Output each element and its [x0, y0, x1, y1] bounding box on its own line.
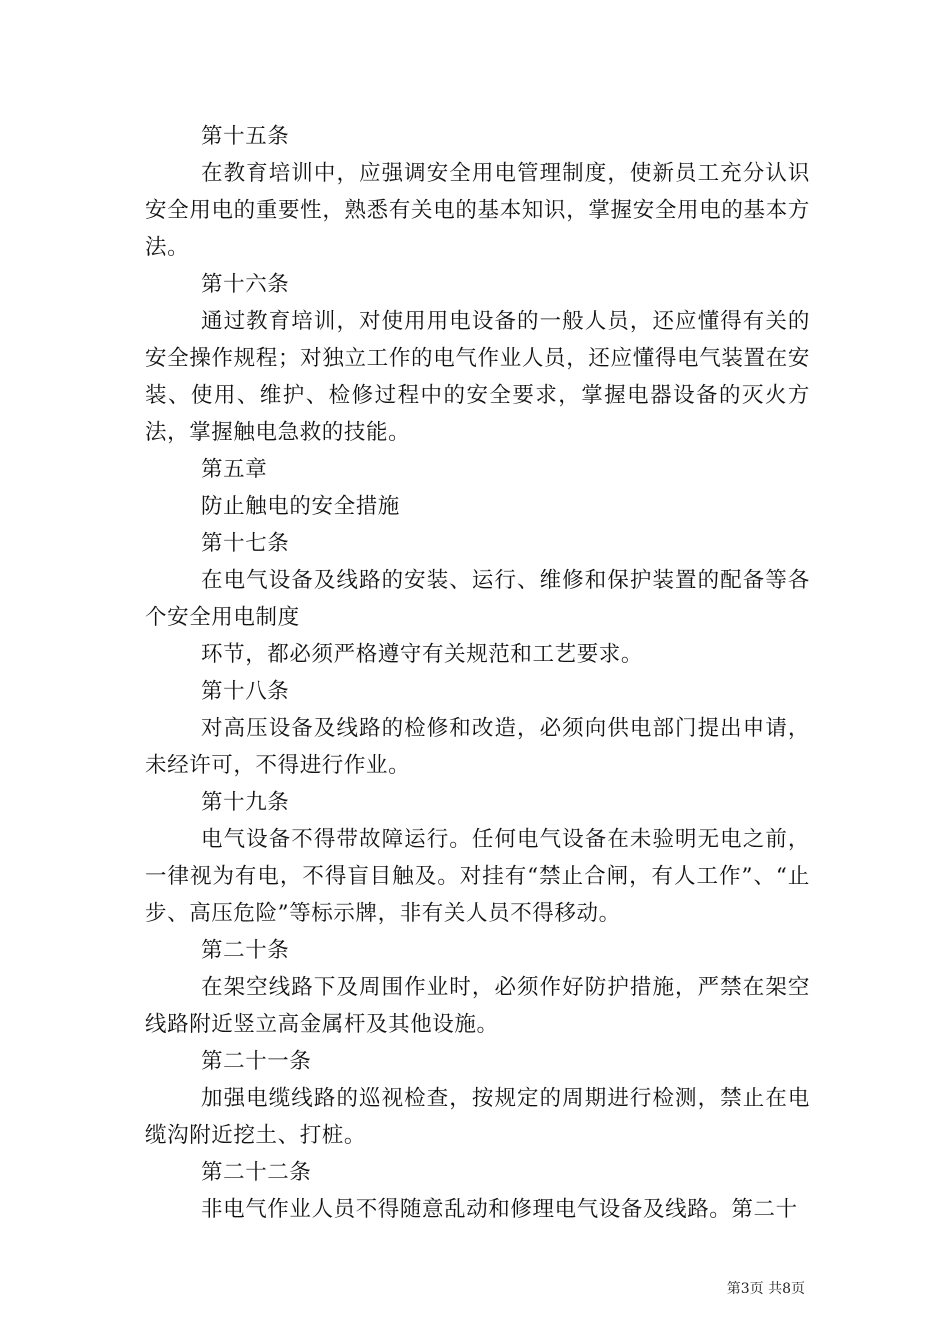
paragraph-article-18-body: 对高压设备及线路的检修和改造，必须向供电部门提出申请，未经许可，不得进行作业。	[145, 716, 810, 778]
paragraph-article-22-body: 非电气作业人员不得随意乱动和修理电气设备及线路。第二十	[201, 1197, 798, 1222]
page-suffix: 页	[791, 1281, 805, 1297]
paragraph-article-19-heading: 第十九条	[201, 790, 290, 815]
paragraph-article-19-body: 电气设备不得带故障运行。任何电气设备在未验明无电之前，一律视为有电，不得盲目触及。对挂有“禁止合闸，有人工作”、“止步、高压危险”等标示牌，非有关人员不得移动。	[145, 827, 810, 926]
page-number-footer	[0, 1278, 805, 1298]
paragraph-article-21-body: 加强电缆线路的巡视检查，按规定的周期进行检测，禁止在电缆沟附近挖土、打桩。	[145, 1086, 810, 1148]
paragraph-article-22-heading: 第二十二条	[201, 1160, 312, 1185]
paragraph-article-21-heading: 第二十一条	[201, 1049, 312, 1074]
chapter-5-heading: 第五章	[201, 457, 268, 482]
paragraph-article-17-body: 在电气设备及线路的安装、运行、维修和保护装置的配备等各个安全用电制度	[145, 568, 810, 630]
paragraph-article-20-heading: 第二十条	[201, 938, 290, 963]
page-prefix: 第	[726, 1281, 741, 1297]
page-middle: 页 共	[749, 1281, 783, 1297]
paragraph-article-15-heading: 第十五条	[201, 124, 290, 149]
page-total: 8	[782, 1281, 791, 1297]
paragraph-article-18-heading: 第十八条	[201, 679, 290, 704]
paragraph-article-16-heading: 第十六条	[201, 272, 290, 297]
page-current: 3	[740, 1281, 750, 1297]
paragraph-article-16-body: 通过教育培训，对使用用电设备的一般人员，还应懂得有关的安全操作规程；对独立工作的电气作业人员，还应懂得电气装置在安装、使用、维护、检修过程中的安全要求，掌握电器设备的灭火方法，掌握触电急救的技能。	[145, 309, 810, 445]
paragraph-article-20-body: 在架空线路下及周围作业时，必须作好防护措施，严禁在架空线路附近竖立高金属杆及其他设施。	[145, 975, 810, 1037]
paragraph-article-17-body-cont: 环节，都必须严格遵守有关规范和工艺要求。	[201, 642, 644, 667]
paragraph-article-17-heading: 第十七条	[201, 531, 290, 556]
paragraph-article-15-body: 在教育培训中，应强调安全用电管理制度，使新员工充分认识安全用电的重要性，熟悉有关电的基本知识，掌握安全用电的基本方法。	[145, 161, 810, 260]
chapter-5-title: 防止触电的安全措施	[201, 494, 400, 519]
document-body	[145, 118, 810, 1228]
